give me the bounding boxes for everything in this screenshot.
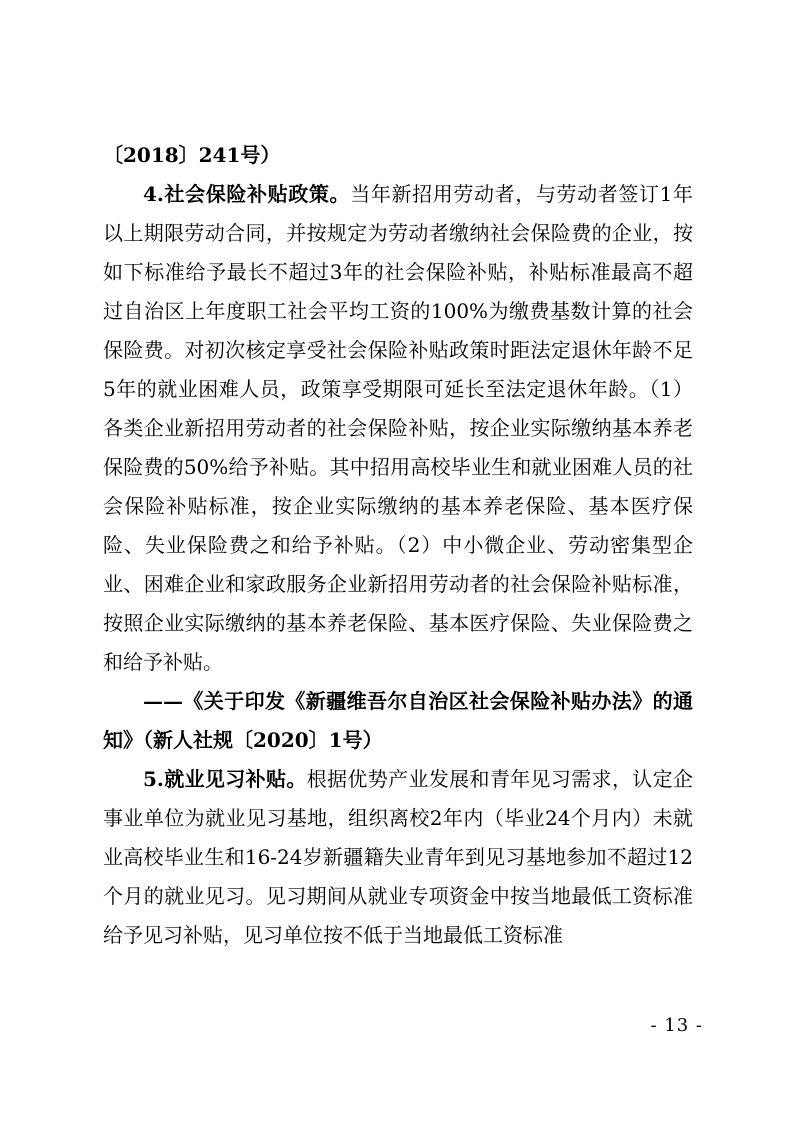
reference-fragment: 〔2018〕241号） [103, 143, 281, 167]
paragraph-body: 当年新招用劳动者，与劳动者签订1年以上期限劳动合同，并按规定为劳动者缴纳社会保险费的企业，按如下标准给予最长不超过3年的社会保险补贴，补贴标准最高不超过自治区上年度职工社会平均工资的100%为缴费基数计算的社会保险费。对初次核定享受社会保险补贴政策时距法定退休年龄不足5年的就业困难人员，政策享受期限可延长至法定退休年龄。（1）各类企业新招用劳动者的社会保险补贴，按企业实际缴纳基本养老保险费的50%给予补贴。其中招用高校毕业生和就业困难人员的社会保险补贴标准，按企业实际缴纳的基本养老保险、基本医疗保险、失业保险费之和给予补贴。（2）中小微企业、劳动密集型企业、困难企业和家政服务企业新招用劳动者的社会保险补贴标准，按照企业实际缴纳的基本养老保险、基本医疗保险、失业保险费之和给予补贴。 [103, 182, 693, 674]
policy-citation: ——《关于印发《新疆维吾尔自治区社会保险补贴办法》的通知》（新人社规〔2020〕1号） [103, 689, 693, 752]
paragraph-internship-subsidy [103, 760, 693, 955]
paragraph-heading: 5.就业见习补贴。 [143, 767, 307, 791]
page-number: - 13 - [650, 1015, 703, 1036]
paragraph-body: 根据优势产业发展和青年见习需求，认定企事业单位为就业见习基地，组织离校2年内（毕业24个月内）未就业高校毕业生和16-24岁新疆籍失业青年到见习基地参加不超过12个月的就业见习。见习期间从就业专项资金中按当地最低工资标准给予见习补贴，见习单位按不低于当地最低工资标准 [103, 767, 693, 947]
body-text [103, 136, 693, 955]
paragraph-social-insurance-subsidy [103, 175, 693, 682]
paragraph-heading: 4.社会保险补贴政策。 [143, 182, 351, 206]
